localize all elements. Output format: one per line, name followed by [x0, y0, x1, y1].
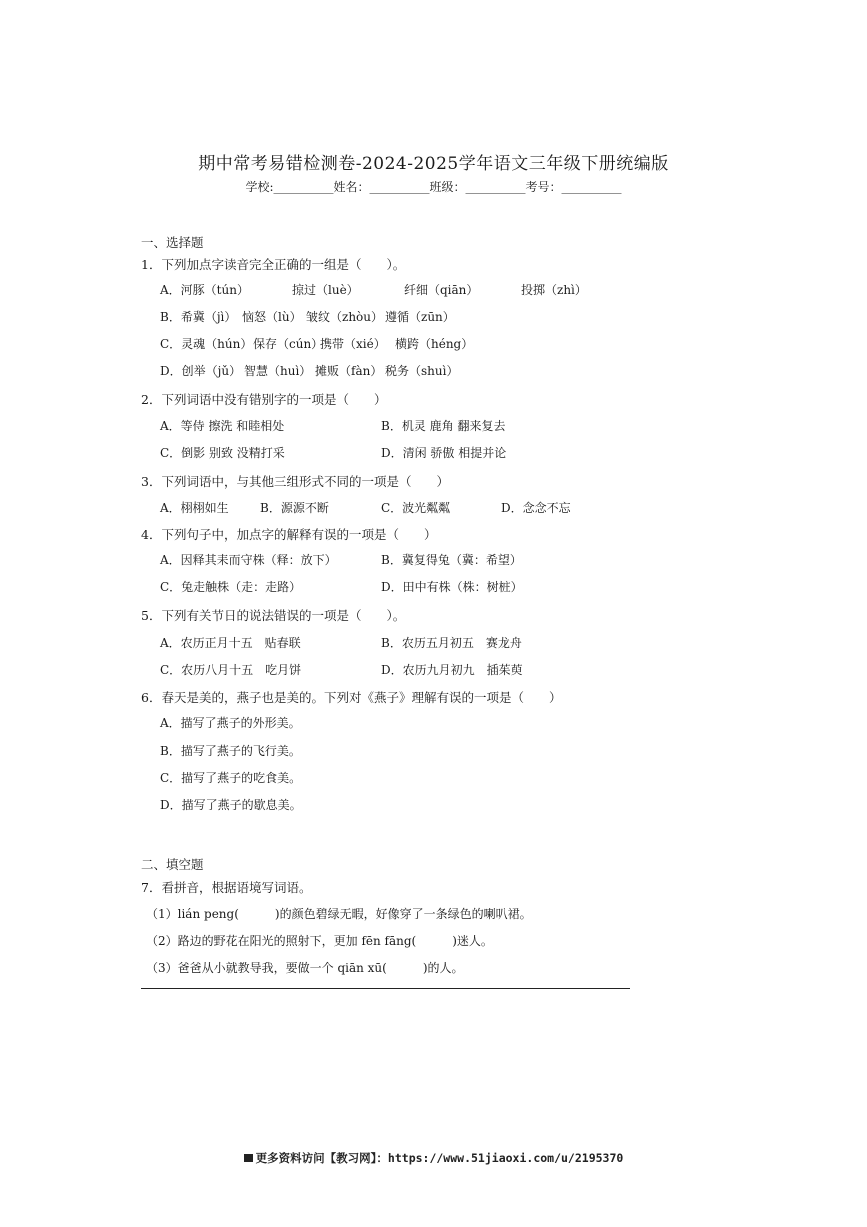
option-b: B．机灵 鹿角 翻来复去: [381, 419, 506, 433]
option-b-1: B．希冀（jì）: [160, 310, 237, 324]
fill-item-1: （1）lián peng( )的颜色碧绿无暇，好像穿了一条绿色的喇叭裙。: [146, 907, 532, 921]
option-a: A．描写了燕子的外形美。: [160, 716, 301, 730]
option-d: D．农历九月初九 插茱萸: [381, 663, 523, 677]
section-heading-choice: 一、选择题: [141, 235, 204, 250]
footer-link[interactable]: [0, 1150, 867, 1166]
option-b: B．农历五月初五 赛龙舟: [381, 636, 522, 650]
option-b-3: 皱纹（zhòu）: [306, 310, 384, 324]
question-7-stem: 7．看拼音，根据语境写词语。: [141, 880, 312, 895]
option-d-4: 税务（shuì）: [385, 364, 459, 378]
option-c: C．农历八月十五 吃月饼: [160, 663, 302, 677]
option-d-1: D．创举（jǔ）: [160, 364, 242, 378]
option-c-4: 横跨（héng）: [395, 337, 474, 351]
divider-line: [141, 988, 630, 989]
option-a: A．农历正月十五 贴春联: [160, 636, 301, 650]
option-d: D．田中有株（株：树桩）: [381, 580, 523, 594]
page-title: 期中常考易错检测卷-2024-2025学年语文三年级下册统编版: [198, 154, 669, 174]
question-4-stem: 4．下列句子中，加点字的解释有误的一项是（ ）: [141, 527, 437, 542]
option-d: D．描写了燕子的歇息美。: [160, 798, 302, 812]
option-a-1: A．河豚（tún）: [160, 283, 249, 297]
option-d: D．念念不忘: [501, 501, 571, 515]
option-a: A．等侍 擦洗 和睦相处: [160, 419, 285, 433]
option-b: B．描写了燕子的飞行美。: [160, 744, 301, 758]
option-d: D．清闲 骄傲 相提并论: [381, 446, 507, 460]
option-a-3: 纤细（qiān）: [404, 283, 479, 297]
option-c-3: 携带（xié）: [320, 337, 386, 351]
option-c-1: C．灵魂（hún）: [160, 337, 253, 351]
option-c: C．倒影 别致 没精打采: [160, 446, 285, 460]
question-6-stem: 6．春天是美的，燕子也是美的。下列对《燕子》理解有误的一项是（ ）: [141, 690, 562, 705]
student-info-line: 学校:__________姓名：__________班级：__________考号：__________: [245, 180, 622, 194]
option-b-4: 遵循（zūn）: [385, 310, 455, 324]
option-c: C．波光粼粼: [381, 501, 451, 515]
footer-text[interactable]: 更多资料访问【教习网】：https://www.51jiaoxi.com/u/2195370: [255, 1151, 624, 1165]
option-a-2: 掠过（luè）: [292, 283, 359, 297]
option-b: B．源源不断: [260, 501, 329, 515]
option-b: B．冀复得兔（冀：希望）: [381, 553, 522, 567]
option-c: C．描写了燕子的吃食美。: [160, 771, 302, 785]
question-2-stem: 2．下列词语中没有错别字的一项是（ ）: [141, 392, 387, 407]
question-5-stem: 5．下列有关节日的说法错误的一项是（ ）。: [141, 608, 406, 623]
option-a: A．因释其耒而守株（释：放下）: [160, 553, 337, 567]
option-c: C．兔走触株（走：走路）: [160, 580, 302, 594]
question-1-stem: 1．下列加点字读音完全正确的一组是（ ）。: [141, 257, 406, 272]
option-d-2: 智慧（huì）: [244, 364, 312, 378]
option-a-4: 投掷（zhì）: [521, 283, 587, 297]
flag-icon: [244, 1154, 253, 1162]
option-a: A．栩栩如生: [160, 501, 229, 515]
option-b-2: 恼怒（lù）: [242, 310, 302, 324]
option-d-3: 摊贩（fàn）: [315, 364, 383, 378]
section-heading-fill: 二、填空题: [141, 857, 204, 872]
fill-item-2: （2）路边的野花在阳光的照射下，更加 fēn fāng( )迷人。: [146, 934, 493, 948]
question-3-stem: 3．下列词语中，与其他三组形式不同的一项是（ ）: [141, 474, 449, 489]
fill-item-3: （3）爸爸从小就教导我，要做一个 qiān xū( )的人。: [146, 961, 464, 975]
option-c-2: 保存（cún）: [253, 337, 324, 351]
